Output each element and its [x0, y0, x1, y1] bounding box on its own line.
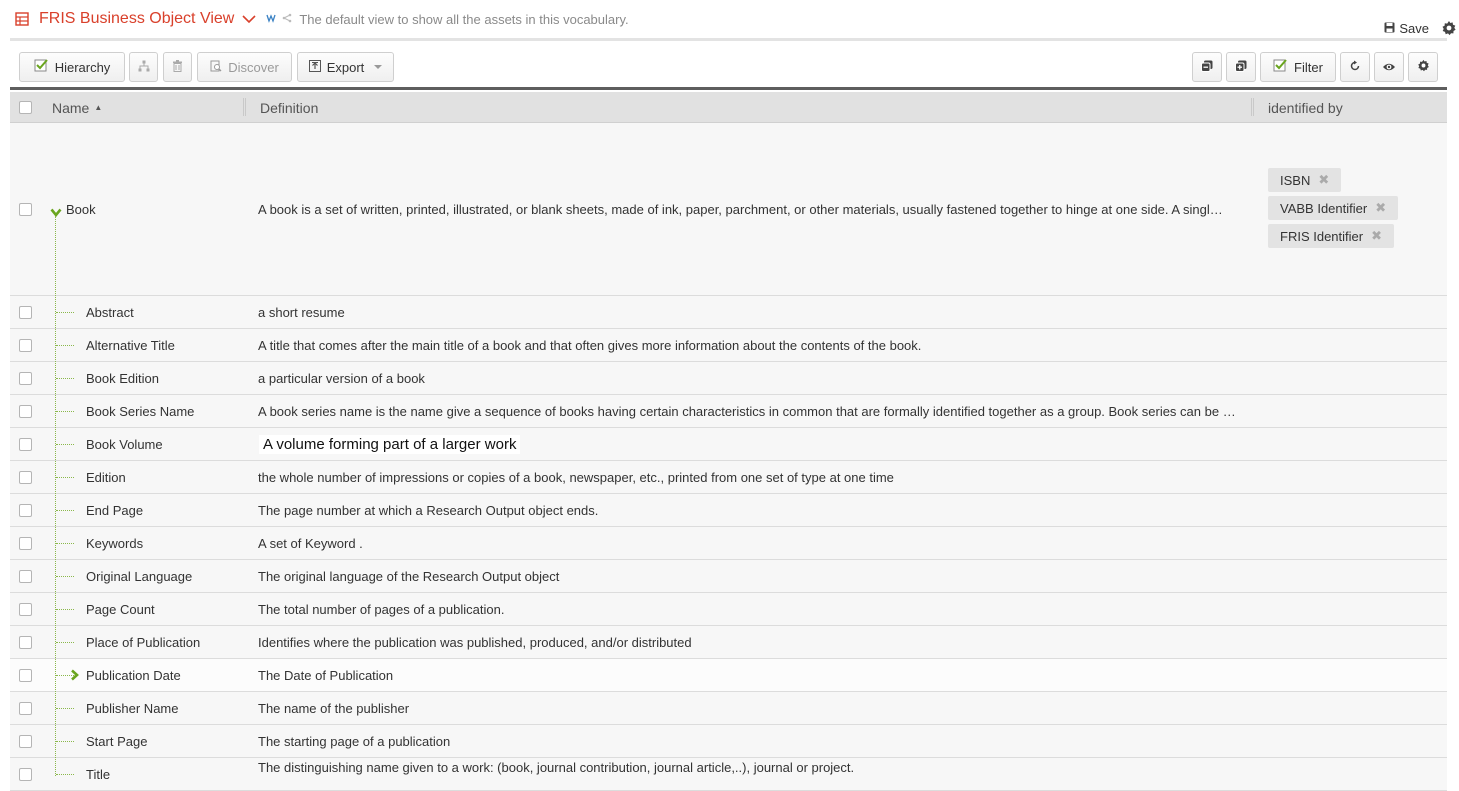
row-name[interactable]: End Page: [86, 503, 144, 518]
row-checkbox[interactable]: [19, 339, 32, 352]
checked-checkbox-icon: [34, 58, 49, 76]
row-definition: The Date of Publication: [258, 668, 394, 683]
filter-toggle-button[interactable]: [1260, 52, 1336, 82]
row-checkbox[interactable]: [19, 636, 32, 649]
row-definition: A set of Keyword .: [258, 536, 363, 551]
table-settings-button[interactable]: [1408, 52, 1438, 82]
row-checkbox[interactable]: [19, 603, 32, 616]
table-row[interactable]: [10, 362, 1447, 395]
sitemap-icon: [138, 60, 150, 75]
sort-ascending-icon: ▲: [94, 103, 103, 112]
table-row[interactable]: [10, 527, 1447, 560]
row-name[interactable]: Title: [86, 767, 111, 782]
row-checkbox[interactable]: [19, 203, 32, 216]
table-view-icon: [15, 12, 29, 26]
row-name[interactable]: Keywords: [86, 536, 144, 551]
table-row[interactable]: [10, 123, 1447, 296]
tree-branch-line: [56, 345, 74, 346]
save-button[interactable]: [1384, 21, 1429, 36]
discover-label: Discover: [228, 59, 279, 75]
trash-icon: [172, 60, 183, 75]
tree-branch-line: [56, 741, 74, 742]
select-all-checkbox[interactable]: [19, 101, 32, 114]
row-definition: The original language of the Research Output object: [258, 569, 560, 584]
row-name[interactable]: Start Page: [86, 734, 148, 749]
view-dropdown-icon[interactable]: [242, 14, 256, 24]
floppy-disk-icon: [1384, 21, 1395, 36]
table-row[interactable]: [10, 659, 1447, 692]
export-label: Export: [326, 59, 365, 75]
remove-tag-icon[interactable]: ✖: [1318, 172, 1330, 187]
row-checkbox[interactable]: [19, 570, 32, 583]
row-definition: a particular version of a book: [258, 371, 425, 386]
export-dropdown-button[interactable]: [297, 52, 394, 82]
row-checkbox[interactable]: [19, 669, 32, 682]
eye-icon: [1382, 60, 1396, 75]
table-row[interactable]: [10, 725, 1447, 758]
table-row[interactable]: [10, 626, 1447, 659]
row-checkbox[interactable]: [19, 405, 32, 418]
row-name[interactable]: Original Language: [86, 569, 193, 584]
tree-branch-line: [56, 477, 74, 478]
name-column-header[interactable]: Name ▲: [52, 99, 103, 116]
tree-branch-line: [56, 411, 74, 412]
filter-checked-icon: [1273, 58, 1288, 76]
identifier-tag[interactable]: VABB Identifier ✖: [1268, 196, 1398, 220]
tree-connector: [55, 216, 56, 776]
tree-branch-line: [56, 609, 74, 610]
toolbar: [10, 44, 1447, 90]
row-name[interactable]: Book Volume: [86, 437, 163, 452]
row-name[interactable]: Place of Publication: [86, 635, 201, 650]
save-label: Save: [1399, 21, 1429, 36]
tree-branch-line: [56, 312, 74, 313]
row-definition: A volume forming part of a larger work: [259, 435, 520, 454]
row-name[interactable]: Book: [66, 202, 96, 217]
row-checkbox[interactable]: [19, 471, 32, 484]
row-name[interactable]: Page Count: [86, 602, 155, 617]
row-name[interactable]: Alternative Title: [86, 338, 175, 353]
table-header: [10, 92, 1447, 123]
table-row[interactable]: [10, 461, 1447, 494]
refresh-icon: [1349, 60, 1361, 75]
move-button[interactable]: [129, 52, 158, 82]
row-checkbox[interactable]: [19, 537, 32, 550]
tree-branch-line: [56, 444, 74, 445]
discover-icon: [210, 60, 222, 75]
row-name[interactable]: Publisher Name: [86, 701, 179, 716]
row-checkbox[interactable]: [19, 372, 32, 385]
row-checkbox[interactable]: [19, 306, 32, 319]
tree-collapsed-icon[interactable]: [70, 669, 79, 684]
table-row[interactable]: [10, 428, 1447, 461]
row-definition: A book series name is the name give a sequence of books having certain characteristics in common that are formally identified together as a group. Book series can be …: [258, 404, 1236, 419]
expand-icon: [1235, 60, 1247, 75]
tree-branch-line: [56, 576, 74, 577]
row-checkbox[interactable]: [19, 735, 32, 748]
row-definition: The starting page of a publication: [258, 734, 451, 749]
row-name[interactable]: Publication Date: [86, 668, 181, 683]
row-name[interactable]: Book Edition: [86, 371, 159, 386]
tree-branch-line: [56, 708, 74, 709]
row-definition: The distinguishing name given to a work: (book, journal contribution, journal article,..), journal or project.: [258, 760, 855, 775]
table-row[interactable]: [10, 395, 1447, 428]
tree-branch-line: [56, 543, 74, 544]
identifier-tag[interactable]: ISBN ✖: [1268, 168, 1341, 192]
definition-column-header[interactable]: Definition: [260, 99, 319, 116]
row-definition: The name of the publisher: [258, 701, 410, 716]
row-definition: The total number of pages of a publication.: [258, 602, 505, 617]
identified-by-column-header[interactable]: identified by: [1268, 99, 1343, 116]
row-definition: A book is a set of written, printed, illustrated, or blank sheets, made of ink, paper, parchment, or other materials, usually fastened together to hinge at one side. A singl…: [258, 202, 1223, 217]
column-resize-handle[interactable]: [243, 98, 246, 116]
row-checkbox[interactable]: [19, 504, 32, 517]
gear-icon: [1417, 59, 1430, 75]
remove-tag-icon[interactable]: ✖: [1375, 200, 1387, 215]
refresh-button[interactable]: [1340, 52, 1370, 82]
table-row[interactable]: [10, 692, 1447, 725]
table-row[interactable]: [10, 296, 1447, 329]
tree-expanded-icon[interactable]: [50, 205, 62, 220]
view-header: [10, 0, 1447, 41]
caret-down-icon: [374, 65, 382, 69]
row-name[interactable]: Edition: [86, 470, 126, 485]
identifier-tag[interactable]: FRIS Identifier ✖: [1268, 224, 1394, 248]
row-definition: a short resume: [258, 305, 345, 320]
filter-label: Filter: [1294, 59, 1323, 75]
row-definition: the whole number of impressions or copies of a book, newspaper, etc., printed from one set of type at one time: [258, 470, 894, 485]
hierarchy-toggle-button[interactable]: [19, 52, 125, 82]
tree-branch-line: [56, 642, 74, 643]
row-checkbox[interactable]: [19, 702, 32, 715]
delete-button[interactable]: [163, 52, 192, 82]
row-name[interactable]: Book Series Name: [86, 404, 195, 419]
expand-all-button[interactable]: [1226, 52, 1256, 82]
hierarchy-label: Hierarchy: [54, 59, 111, 75]
row-checkbox[interactable]: [19, 438, 32, 451]
export-icon: [309, 59, 321, 75]
tree-branch-line: [56, 378, 74, 379]
view-title[interactable]: FRIS Business Object View: [39, 10, 235, 27]
tree-branch-line: [56, 510, 74, 511]
row-definition: The page number at which a Research Output object ends.: [258, 503, 599, 518]
row-definition: A title that comes after the main title of a book and that often gives more information about the contents of the book.: [258, 338, 922, 353]
view-settings-gear-icon[interactable]: [1441, 20, 1457, 41]
row-name[interactable]: Abstract: [86, 305, 134, 320]
column-resize-handle[interactable]: [1251, 98, 1254, 116]
share-icon[interactable]: [282, 10, 292, 28]
collapse-all-button[interactable]: [1192, 52, 1222, 82]
remove-tag-icon[interactable]: ✖: [1371, 228, 1382, 243]
table-row[interactable]: [10, 494, 1447, 527]
view-description: The default view to show all the assets in this vocabulary.: [299, 11, 629, 27]
discover-button[interactable]: [197, 52, 292, 82]
table-row[interactable]: [10, 329, 1447, 362]
collapse-icon: [1201, 60, 1213, 75]
visibility-button[interactable]: [1374, 52, 1404, 82]
table-row[interactable]: [10, 560, 1447, 593]
table-row[interactable]: [10, 593, 1447, 626]
identified-by-tags: [1268, 168, 1398, 248]
row-definition: Identifies where the publication was published, produced, and/or distributed: [258, 635, 692, 650]
vocabulary-icon[interactable]: [266, 10, 276, 28]
